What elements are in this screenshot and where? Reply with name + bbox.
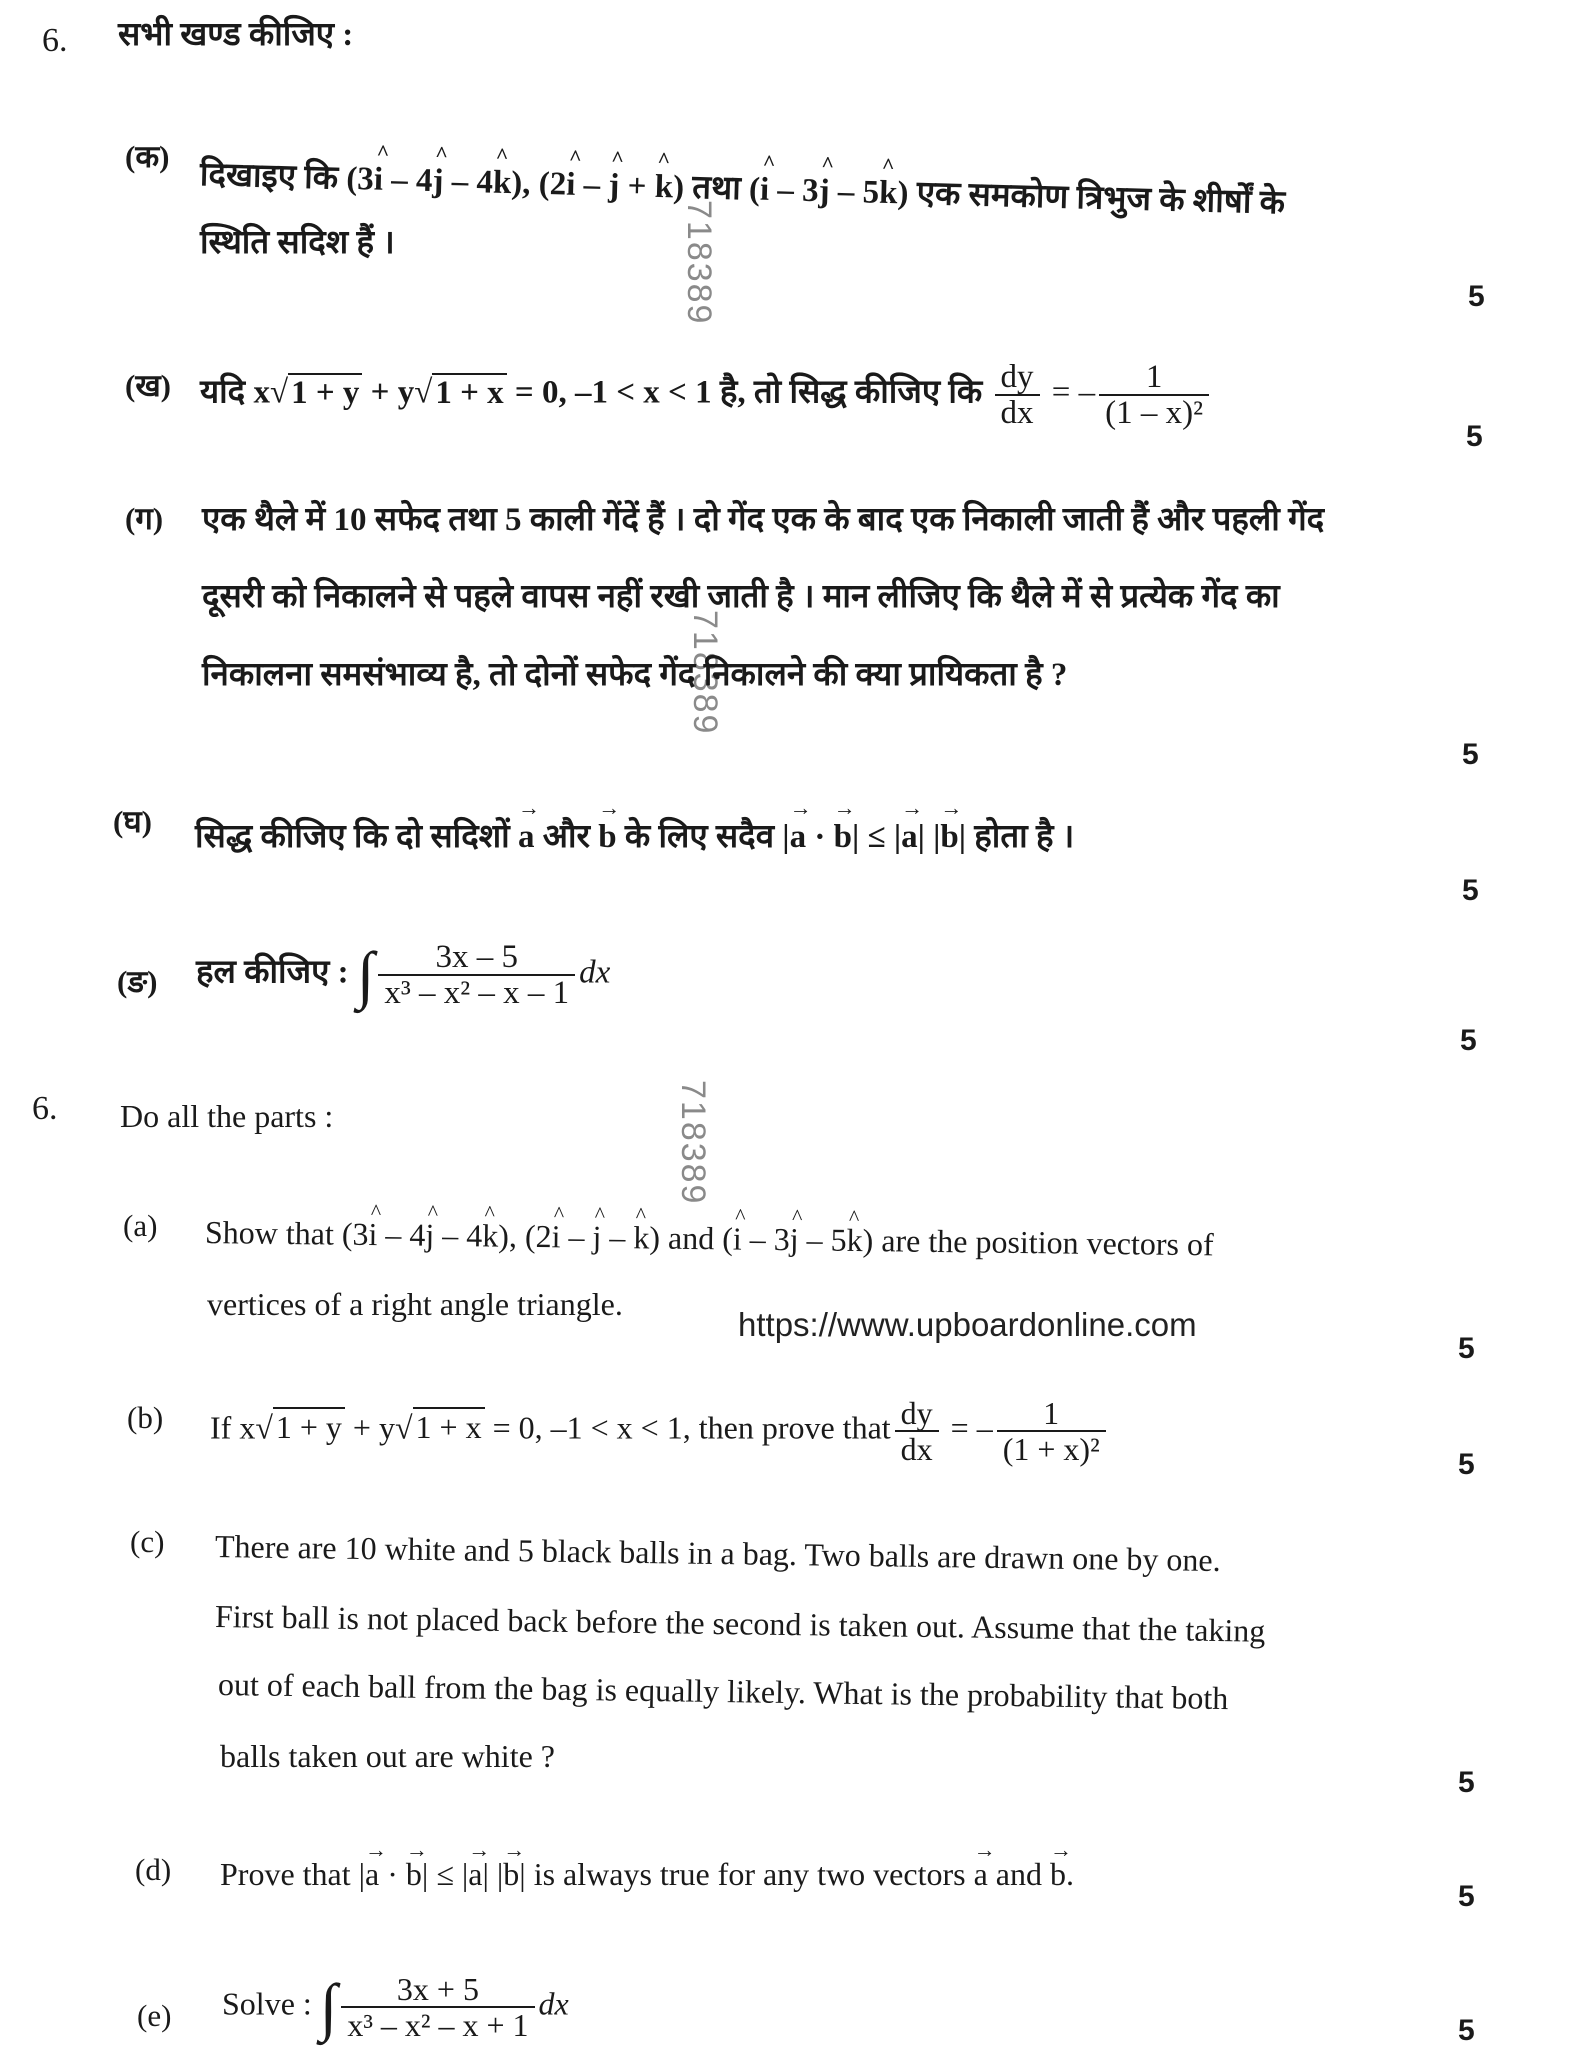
- hindi-part-c-marks: 5: [1462, 738, 1479, 771]
- hindi-part-c-label: (ग): [125, 501, 164, 536]
- english-part-d-line: Prove that |→ a · → b| ≤ |→ a| |→ b| is always true for any two vectors → a and → b.: [220, 1854, 1074, 1894]
- hindi-part-a-line2: स्थिति सदिश हैं ।: [200, 225, 395, 261]
- hindi-part-c-line1: एक थैले में 10 सफेद तथा 5 काली गेंदें हैं । दो गेंद एक के बाद एक निकाली जाती हैं और पहली गेंद: [202, 502, 1325, 538]
- english-heading: Do all the parts :: [120, 1098, 334, 1134]
- hindi-part-d-label: (घ): [113, 804, 152, 839]
- hindi-part-c-line2: दूसरी को निकालने से पहले वापस नहीं रखी जाती है । मान लीजिए कि थैले में से प्रत्येक गेंद का: [202, 579, 1280, 615]
- hindi-part-a-line1: दिखाइए कि (3^ i – 4^ j – 4^ k), (2^ i – ^ j + ^ k) तथा (^ i – 3^ j – 5^ k) एक समकोण त्रिभुज के शीर्षों के: [199, 150, 1285, 223]
- english-part-c-marks: 5: [1458, 1766, 1475, 1799]
- english-part-c-line3: out of each ball from the bag is equally likely. What is the probability that both: [217, 1666, 1229, 1717]
- hindi-heading: सभी खण्ड कीजिए :: [118, 17, 354, 53]
- english-part-a-line2: vertices of a right angle triangle.: [207, 1286, 623, 1322]
- english-part-e-label: (e): [137, 1998, 172, 2033]
- hindi-question-number: 6.: [42, 22, 68, 59]
- watermark-2: 718389: [686, 610, 724, 736]
- english-part-b-marks: 5: [1458, 1448, 1475, 1481]
- hindi-part-b-line: यदि x√1 + y + y√1 + x = 0, –1 < x < 1 है, तो सिद्ध कीजिए कि $\frac{dy}{dx}$ = – $\frac{1}{\text{(1 – x)²}}$: [200, 360, 1213, 430]
- english-part-c-line2: First ball is not placed back before the second is taken out. Assume that the taking: [214, 1598, 1266, 1649]
- english-part-e-marks: 5: [1458, 2014, 1475, 2047]
- hindi-part-e-label: (ङ): [117, 964, 158, 999]
- hindi-part-e-marks: 5: [1460, 1024, 1477, 1057]
- watermark-3: 718389: [674, 1080, 712, 1206]
- english-question-number: 6.: [32, 1090, 58, 1127]
- english-part-b-label: (b): [127, 1400, 164, 1435]
- hindi-part-d-marks: 5: [1462, 874, 1479, 907]
- watermark-1: 718389: [680, 200, 718, 326]
- english-part-c-line1: There are 10 white and 5 black balls in a bag. Two balls are drawn one by one.: [214, 1528, 1221, 1579]
- website-url[interactable]: https://www.upboardonline.com: [738, 1306, 1197, 1343]
- hindi-part-c-line3: निकालना समसंभाव्य है, तो दोनों सफेद गेंद निकालने की क्या प्रायिकता है ?: [202, 657, 1068, 693]
- hindi-part-a-marks: 5: [1468, 280, 1485, 313]
- english-part-e-line: Solve : ∫ $\frac{3x + 5}{\text{x³ – x² – x + 1}}$ dx: [222, 1971, 569, 2043]
- english-part-c-line4: balls taken out are white ?: [220, 1738, 555, 1774]
- hindi-part-b-label: (ख): [125, 368, 172, 403]
- english-part-d-marks: 5: [1458, 1880, 1475, 1913]
- english-part-a-marks: 5: [1458, 1332, 1475, 1365]
- english-part-d-label: (d): [135, 1852, 172, 1887]
- hindi-part-b-marks: 5: [1466, 420, 1483, 453]
- english-part-a-line1: Show that (3^ i – 4^ j – 4^ k), (2^ i – ^ j – ^ k) and (^ i – 3^ j – 5^ k) are the position vectors of: [205, 1212, 1214, 1264]
- hindi-part-d-line: सिद्ध कीजिए कि दो सदिशों → a और → b के लिए सदैव |→ a · → b| ≤ |→ a| |→ b| होता है ।: [195, 812, 1074, 857]
- hindi-part-a-label: (क): [125, 139, 170, 174]
- hindi-part-e-line: हल कीजिए : ∫ $\frac{3x - 5}{\text{x³ – x² – x – 1}}$ dx: [196, 939, 611, 1011]
- english-part-c-label: (c): [130, 1524, 165, 1559]
- english-part-b-line: If x√1 + y + y√1 + x = 0, –1 < x < 1, then prove that $\frac{dy}{dx}$ = – $\frac{1}{\text{(1 + x)²}}$: [210, 1396, 1110, 1466]
- english-part-a-label: (a): [123, 1208, 158, 1243]
